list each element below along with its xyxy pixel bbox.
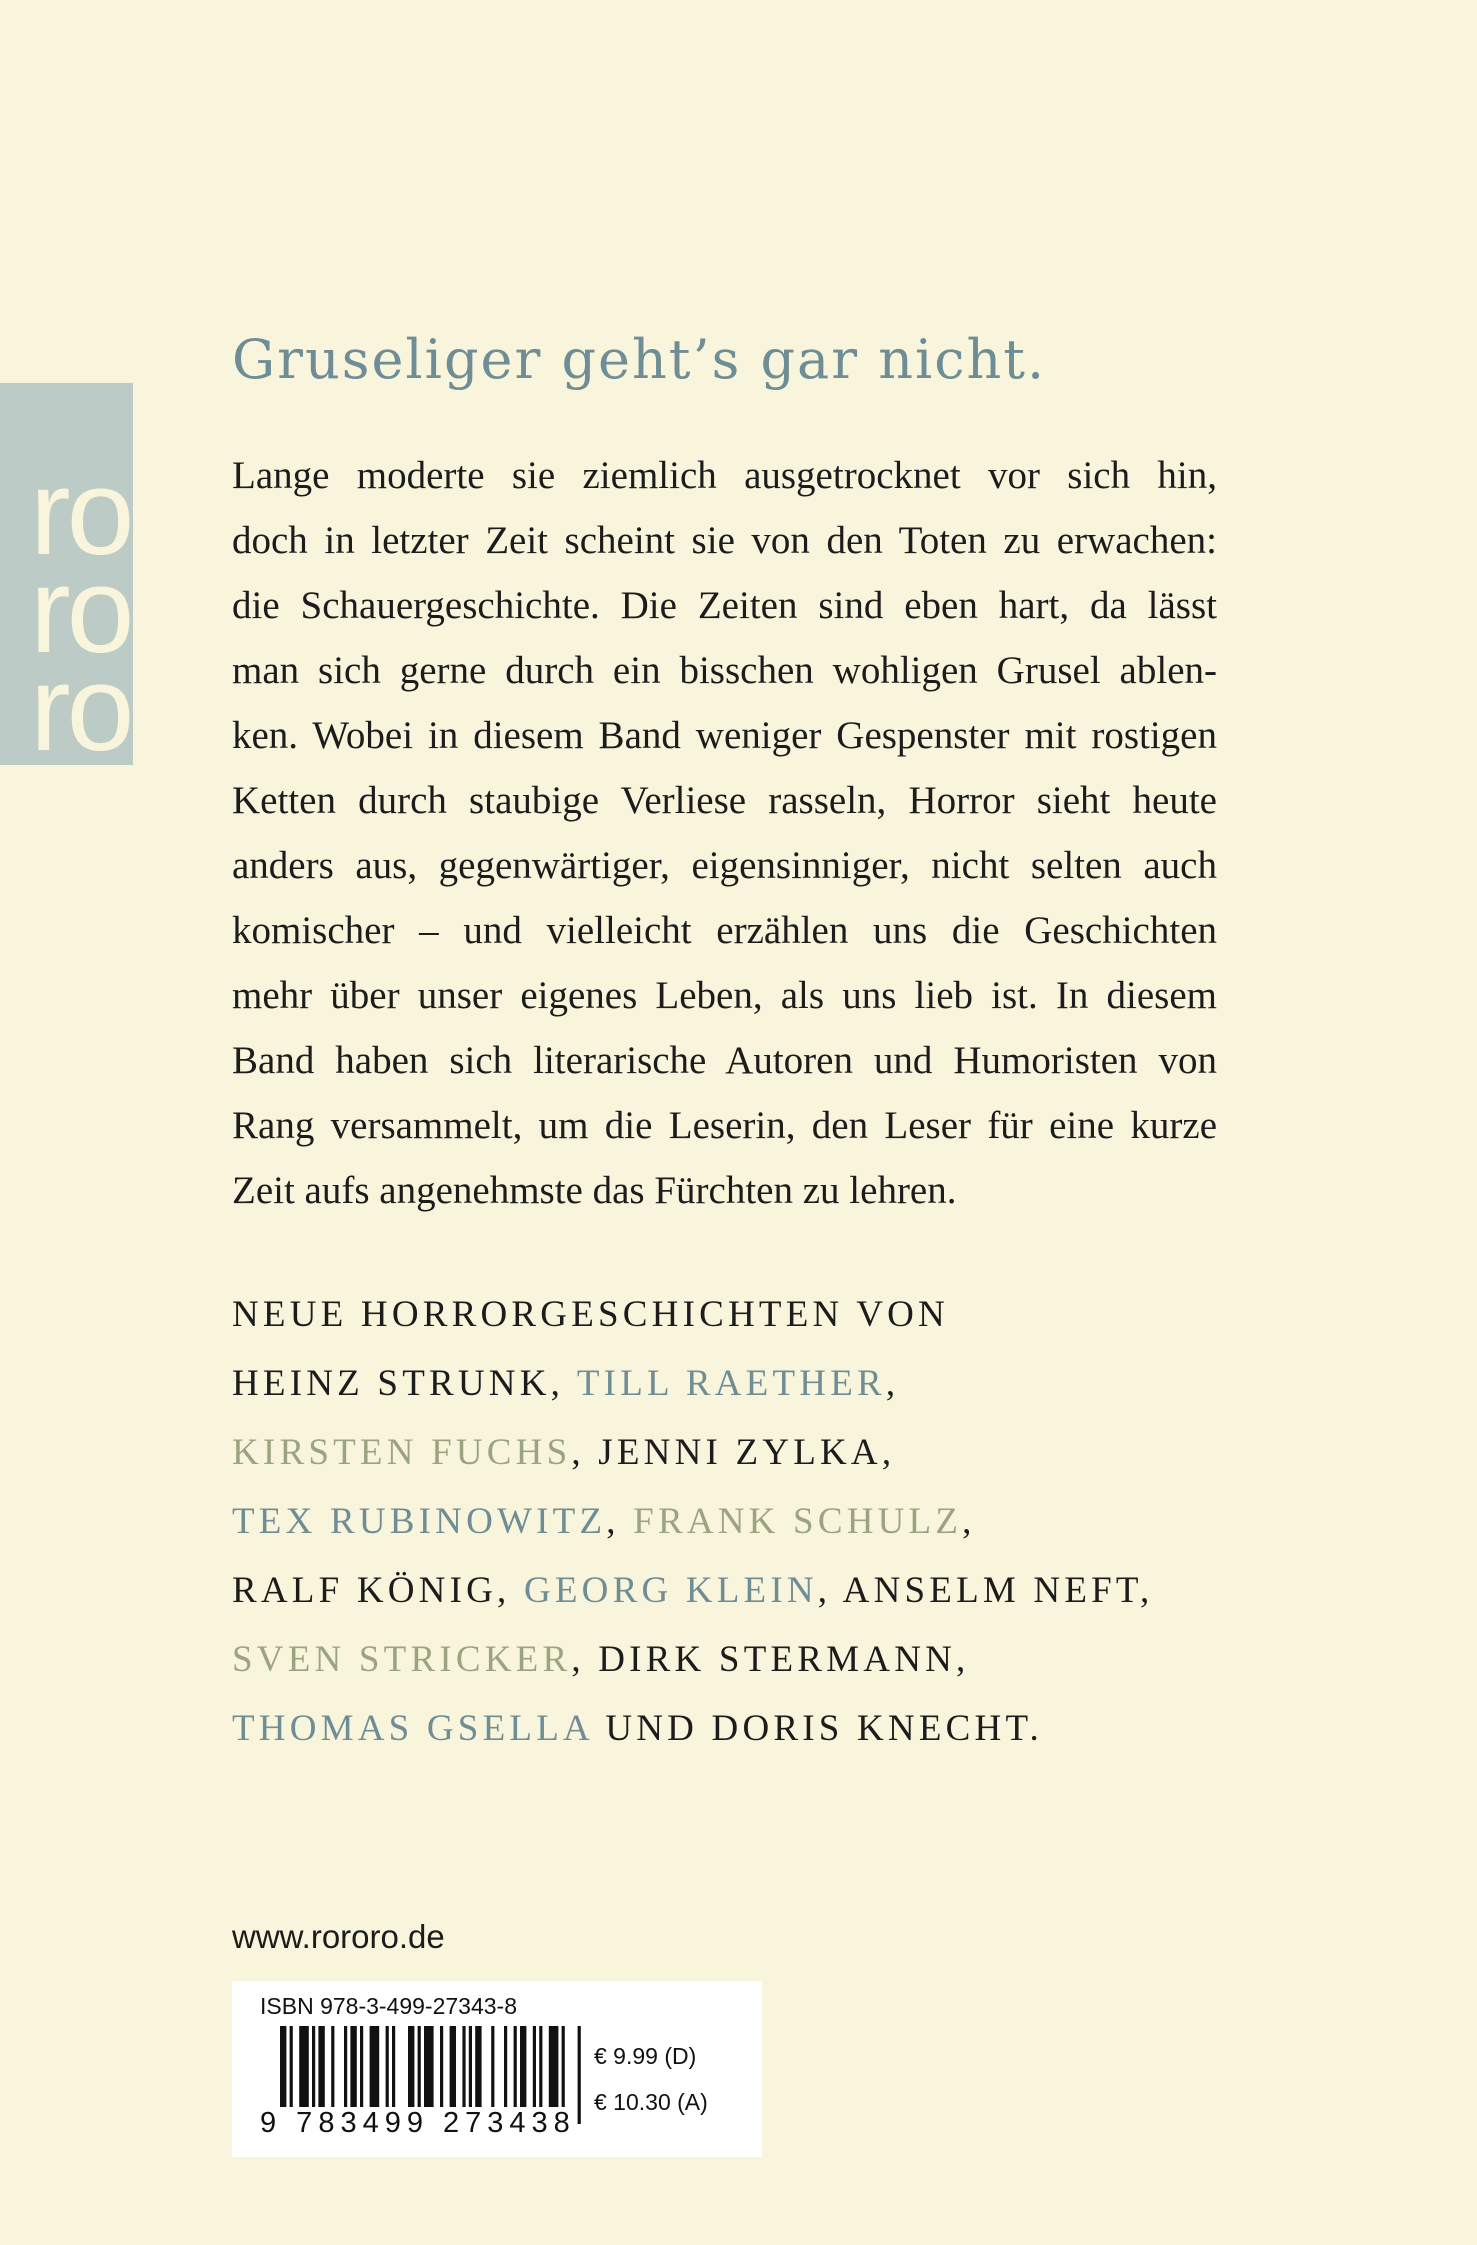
author-name: HEINZ STRUNK [232,1363,551,1404]
blurb-line: komischer – und vielleicht erzählen uns die Geschichten [232,909,1217,952]
barcode-digits: 9 783499 273438 [260,2107,576,2139]
barcode-panel [232,1981,762,2157]
author-name: TEX RUBINOWITZ [232,1501,607,1542]
author-name: UND DORIS KNECHT. [591,1708,1043,1749]
author-row [232,1418,1232,1487]
author-name: FRANK SCHULZ [633,1501,963,1542]
price-austria: € 10.30 (A) [594,2089,708,2115]
author-name: KIRSTEN FUCHS [232,1432,572,1473]
author-row [232,1280,1232,1349]
author-row [232,1694,1232,1763]
blurb-line: Zeit aufs angenehmste das Fürchten zu lehren. [232,1169,957,1212]
author-name: GEORG KLEIN [523,1570,818,1611]
separator: , [885,1363,900,1404]
blurb-line: die Schauergeschichte. Die Zeiten sind eben hart, da lässt [232,584,1217,627]
separator: , [550,1363,577,1404]
author-list [232,1280,1232,1763]
blurb-line: Ketten durch staubige Verliese rasseln, Horror sieht heute [232,779,1217,822]
author-name: THOMAS GSELLA [232,1708,592,1749]
blurb-line: ken. Wobei in diesem Band weniger Gespenster mit rostigen [232,714,1217,757]
rororo-logo [0,383,133,765]
author-row [232,1349,1232,1418]
website-url[interactable]: www.rororo.de [232,1918,445,1955]
author-name: SVEN STRICKER [232,1639,572,1680]
blurb [232,443,1217,1223]
author-row [232,1487,1232,1556]
author-name: RALF KÖNIG, [232,1570,524,1611]
author-name: , ANSELM NEFT, [817,1570,1154,1611]
blurb-line: man sich gerne durch ein bisschen wohligen Grusel ablen- [232,649,1217,692]
author-intro: NEUE HORRORGESCHICHTEN VON [232,1294,949,1335]
author-name: , JENNI ZYLKA, [571,1432,896,1473]
author-row [232,1556,1232,1625]
blurb-line: anders aus, gegenwärtiger, eigensinniger, nicht selten auch [232,844,1217,887]
headline: Gruseliger geht’s gar nicht. [232,328,1047,391]
logo-row: ro [30,640,131,765]
blurb-line: Band haben sich literarische Autoren und Humoristen von [232,1039,1217,1082]
author-name: , DIRK STERMANN, [571,1639,970,1680]
blurb-line: Rang versammelt, um die Leserin, den Leser für eine kurze [232,1104,1217,1147]
separator: , [606,1501,634,1542]
author-name: TILL RAETHER [576,1363,886,1404]
author-row [232,1625,1232,1694]
logo-row: ro [30,542,131,678]
barcode-bar [578,2026,581,2124]
blurb-line: Lange moderte sie ziemlich ausgetrocknet vor sich hin, [232,454,1217,497]
blurb-line: mehr über unser eigenes Leben, als uns lieb ist. In diesem [232,974,1217,1017]
blurb-line: doch in letzter Zeit scheint sie von den Toten zu erwachen: [232,519,1217,562]
separator: , [962,1501,976,1542]
isbn-label: ISBN 978-3-499-27343-8 [260,1993,517,2019]
price-germany: € 9.99 (D) [594,2043,697,2069]
logo-row: ro [30,444,131,580]
